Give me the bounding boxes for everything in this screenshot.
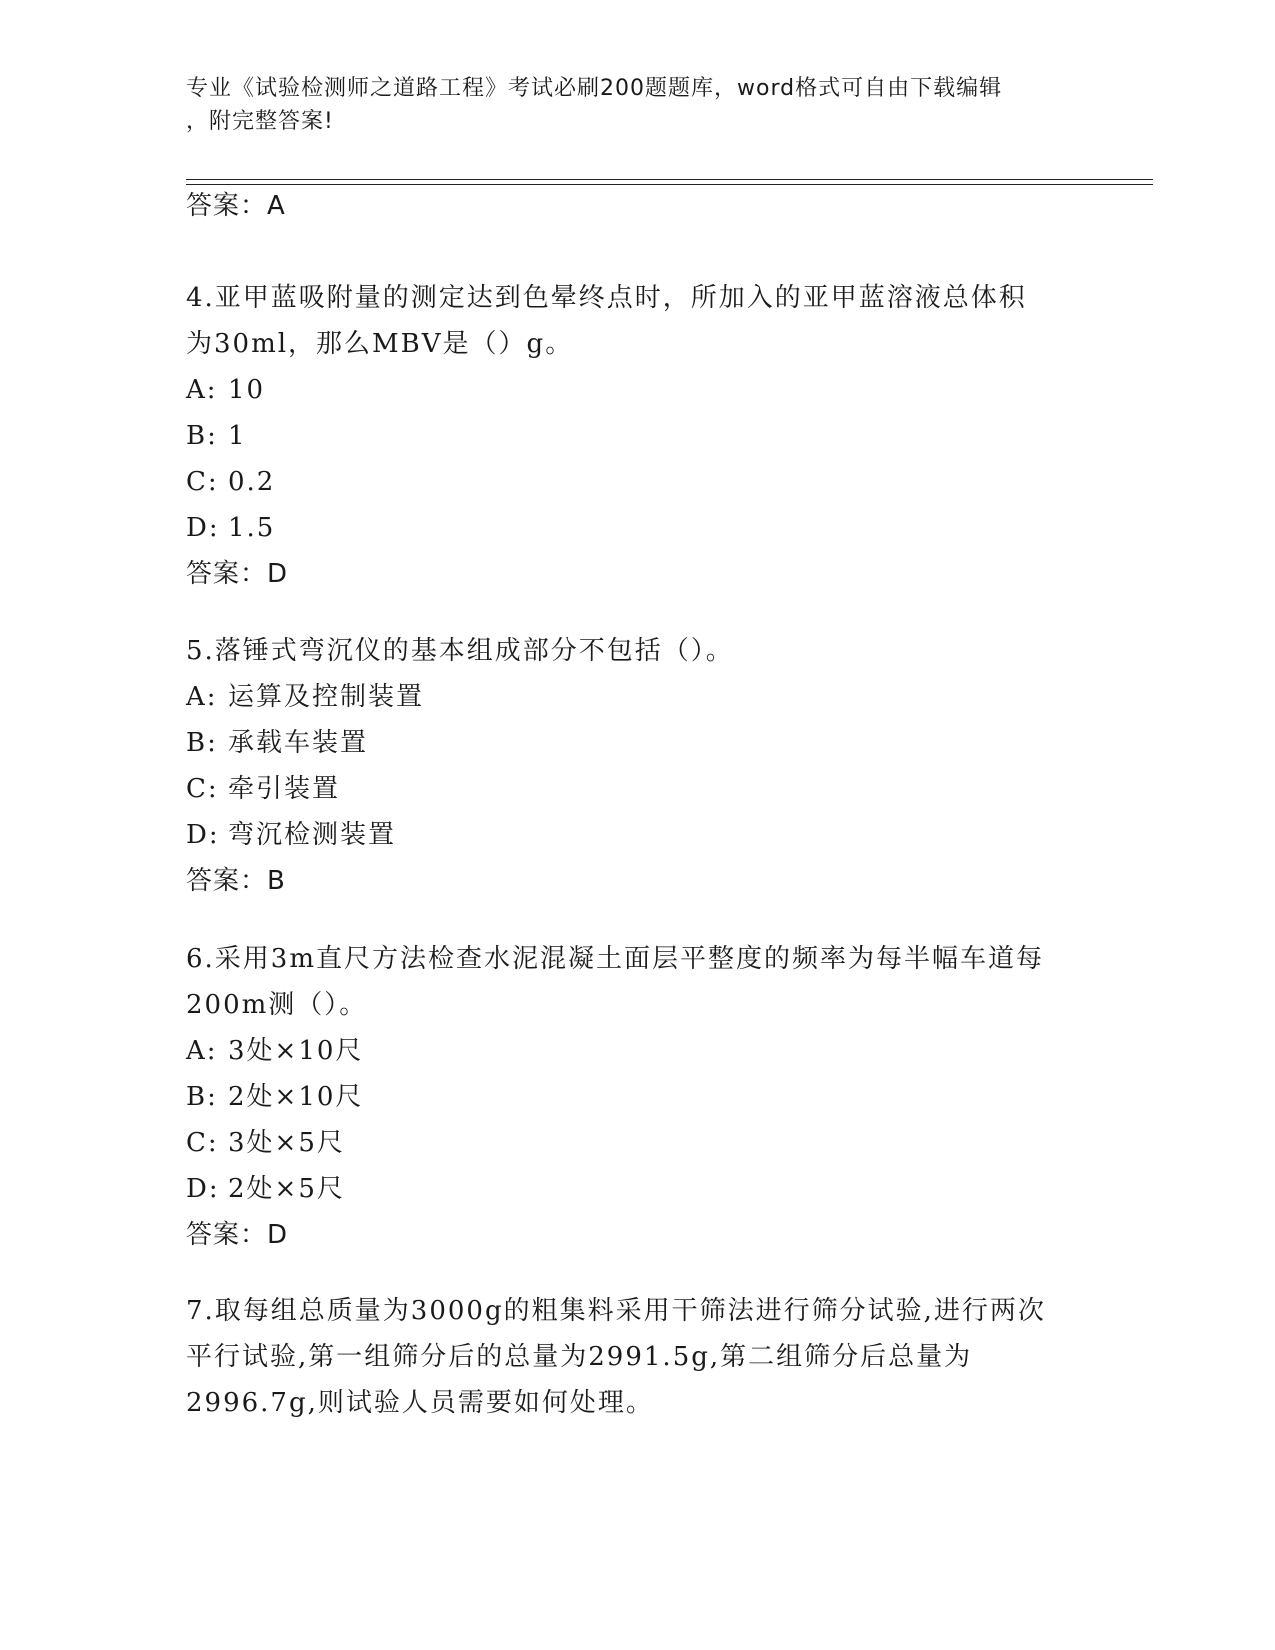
option-text: 2处×10尺 (228, 1082, 364, 1112)
option-letter: A: (186, 682, 218, 712)
question-line: 平行试验,第一组筛分后的总量为2991.5g,第二组筛分后总量为 (186, 1342, 973, 1372)
question-line: 4.亚甲蓝吸附量的测定达到色晕终点时，所加入的亚甲蓝溶液总体积 (186, 283, 1027, 313)
question-line: 5.落锤式弯沉仪的基本组成部分不包括（）。 (186, 636, 734, 666)
option-c (186, 459, 1106, 505)
option-letter: D: (186, 513, 220, 543)
answer-value: A (267, 191, 286, 221)
option-a (186, 1028, 1106, 1074)
header-note (186, 72, 1086, 138)
option-letter: B: (186, 728, 218, 758)
option-letter: A: (186, 1036, 218, 1066)
option-letter: C: (186, 774, 219, 804)
header-line-1: 专业《试验检测师之道路工程》考试必刷200题题库，word格式可自由下载编辑 (186, 76, 1003, 101)
option-a (186, 367, 1106, 413)
header-line-2: ，附完整答案! (186, 109, 334, 134)
option-text: 2处×5尺 (228, 1174, 345, 1204)
option-text: 1.5 (228, 513, 276, 543)
answer-line (186, 1212, 1106, 1258)
question-line: 为30ml，那么MBV是（）g。 (186, 329, 574, 359)
option-text: 1 (228, 421, 247, 451)
option-letter: C: (186, 1128, 219, 1158)
question-text (186, 275, 1106, 367)
option-d (186, 812, 1106, 858)
option-d (186, 505, 1106, 551)
option-letter: C: (186, 467, 219, 497)
answer-line (186, 858, 1106, 904)
header-rule-top (186, 179, 1153, 180)
option-text: 牵引装置 (228, 774, 341, 804)
option-b (186, 720, 1106, 766)
option-b (186, 413, 1106, 459)
question-line: 200m测（）。 (186, 990, 368, 1020)
answer-prefix: 答案： (186, 866, 268, 896)
option-text: 弯沉检测装置 (228, 820, 397, 850)
option-letter: B: (186, 421, 218, 451)
option-c (186, 766, 1106, 812)
option-a (186, 674, 1106, 720)
answer-value: D (267, 1220, 289, 1250)
option-b (186, 1074, 1106, 1120)
option-letter: A: (186, 375, 218, 405)
question-6 (186, 936, 1106, 1258)
option-text: 0.2 (228, 467, 276, 497)
option-d (186, 1166, 1106, 1212)
prev-answer-block (186, 183, 1106, 229)
option-text: 3处×5尺 (228, 1128, 345, 1158)
option-text: 运算及控制装置 (228, 682, 425, 712)
answer-line (186, 183, 1106, 229)
question-7 (186, 1288, 1106, 1426)
question-line: 2996.7g,则试验人员需要如何处理。 (186, 1388, 654, 1418)
question-text (186, 628, 1106, 674)
answer-prefix: 答案： (186, 559, 268, 589)
answer-line (186, 551, 1106, 597)
question-text (186, 1288, 1106, 1426)
question-5 (186, 628, 1106, 904)
question-line: 6.采用3m直尺方法检查水泥混凝土面层平整度的频率为每半幅车道每 (186, 944, 1045, 974)
option-text: 3处×10尺 (228, 1036, 364, 1066)
answer-prefix: 答案： (186, 191, 268, 221)
option-letter: D: (186, 820, 220, 850)
answer-value: D (267, 559, 289, 589)
question-4 (186, 275, 1106, 597)
question-line: 7.取每组总质量为3000g的粗集料采用干筛法进行筛分试验,进行两次 (186, 1296, 1046, 1326)
answer-value: B (267, 866, 286, 896)
option-letter: D: (186, 1174, 220, 1204)
option-letter: B: (186, 1082, 218, 1112)
question-text (186, 936, 1106, 1028)
option-text: 承载车装置 (228, 728, 369, 758)
option-text: 10 (228, 375, 266, 405)
answer-prefix: 答案： (186, 1220, 268, 1250)
option-c (186, 1120, 1106, 1166)
